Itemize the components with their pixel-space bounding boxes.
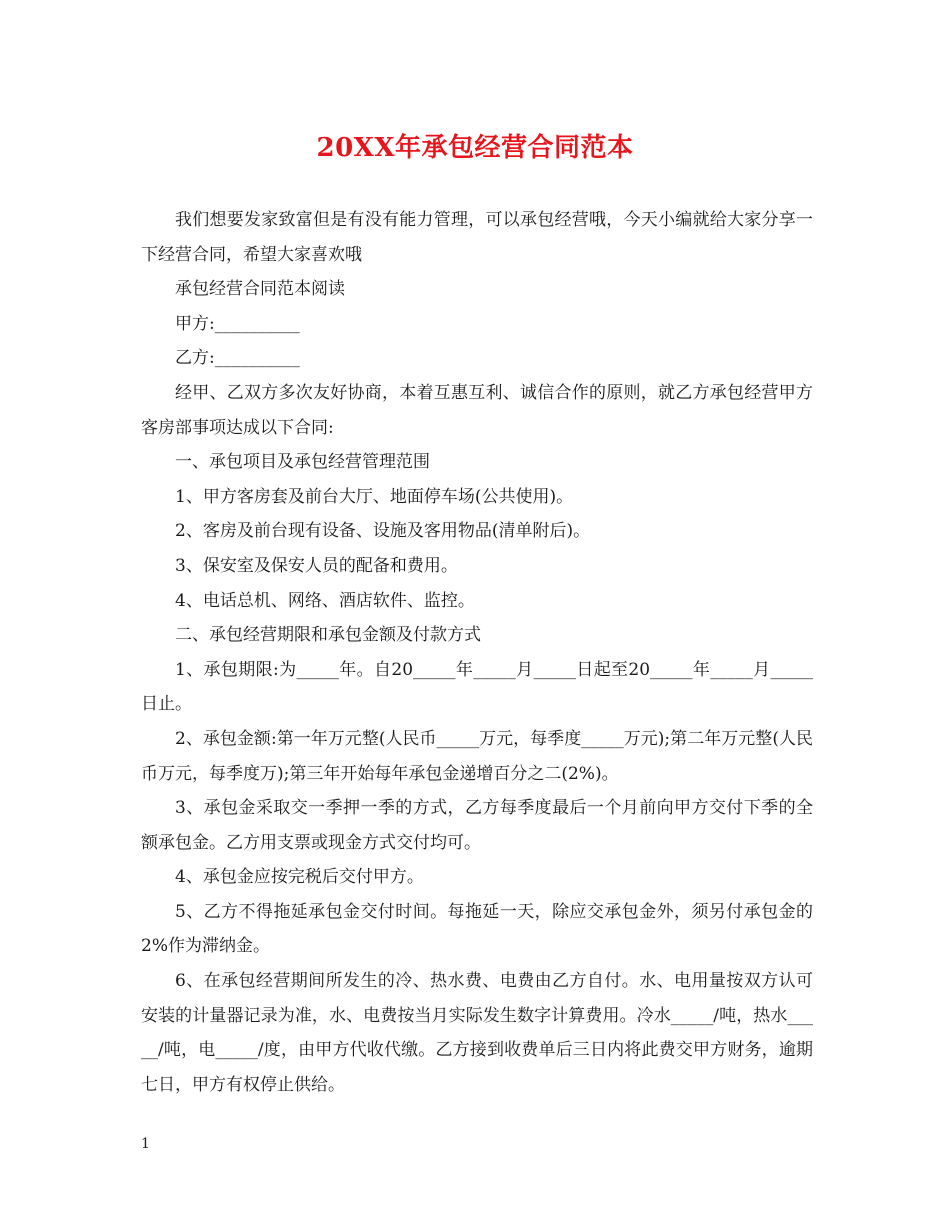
paragraph-intro: 我们想要发家致富但是有没有能力管理，可以承包经营哦，今天小编就给大家分享一下经营合同，希望大家喜欢哦	[141, 210, 813, 265]
paragraph-party-b: 乙方:__________	[175, 348, 300, 369]
clause-1-2: 2、客房及前台现有设备、设施及客用物品(清单附后)。	[175, 521, 591, 542]
clause-2-4: 4、承包金应按完税后交付甲方。	[175, 867, 424, 888]
clause-2-2: 2、承包金额:第一年万元整(人民币_____万元，每季度_____万元);第二年万元整(人民币万元，每季度万);第三年开始每年承包金递增百分之二(2%)。	[141, 728, 813, 784]
paragraph-preamble: 经甲、乙双方多次友好协商，本着互惠互利、诚信合作的原则，就乙方承包经营甲方客房部事项达成以下合同:	[141, 382, 813, 438]
section-heading-1: 一、承包项目及承包经营管理范围	[175, 452, 430, 473]
document-title: 20XX年承包经营合同范本	[316, 133, 634, 163]
clause-1-4: 4、电话总机、网络、酒店软件、监控。	[175, 590, 475, 611]
document-body	[141, 203, 813, 1102]
clause-1-3: 3、保安室及保安人员的配备和费用。	[175, 555, 458, 576]
clause-2-3: 3、承包金采取交一季押一季的方式，乙方每季度最后一个月前向甲方交付下季的全额承包金。乙方用支票或现金方式交付均可。	[141, 798, 813, 853]
clause-1-1: 1、甲方客房套及前台大厅、地面停车场(公共使用)。	[175, 486, 574, 507]
paragraph-heading-reading: 承包经营合同范本阅读	[175, 279, 345, 300]
paragraph-party-a: 甲方:__________	[175, 313, 300, 334]
clause-2-1: 1、承包期限:为_____年。自20_____年_____月_____日起至20_____年_____月_____日止。	[141, 659, 813, 715]
page-number: 1	[141, 1136, 150, 1152]
section-heading-2: 二、承包经营期限和承包金额及付款方式	[175, 625, 481, 646]
clause-2-5: 5、乙方不得拖延承包金交付时间。每拖延一天，除应交承包金外，须另付承包金的2%作为滞纳金。	[141, 901, 813, 957]
clause-2-6: 6、在承包经营期间所发生的冷、热水费、电费由乙方自付。水、电用量按双方认可安装的计量器记录为准，水、电费按当月实际发生数字计算费用。冷水_____/吨，热水_____/吨，电_____/度，由甲方代收代缴。乙方接到收费单后三日内将此费交甲方财务，逾期七日，甲方有权停止供给。	[141, 971, 813, 1095]
